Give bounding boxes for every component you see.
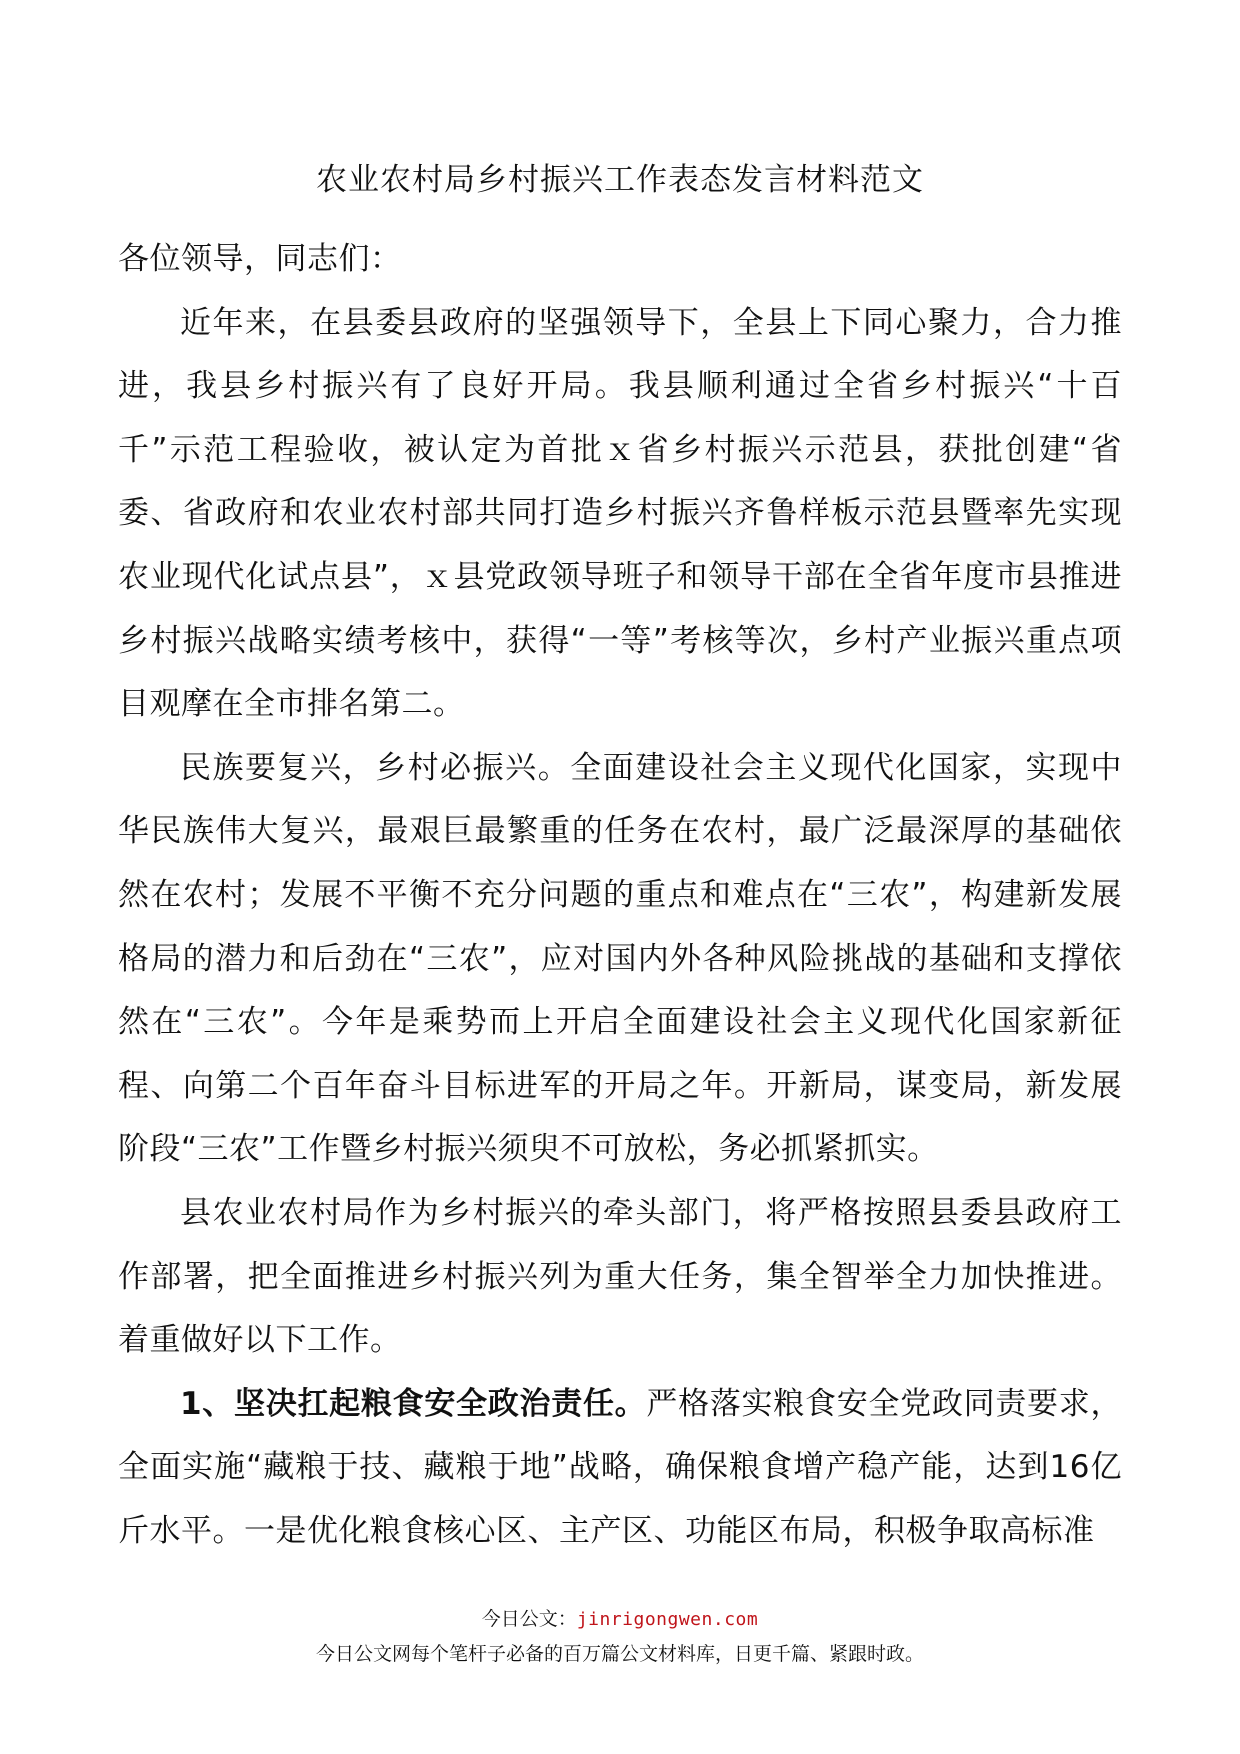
paragraph-bureau-commitment: 县农业农村局作为乡村振兴的牵头部门，将严格按照县委县政府工作部署，把全面推进乡村振兴列为重大任务，集全智举全力加快推进。着重做好以下工作。 bbox=[118, 1194, 1122, 1359]
footer-site-label: 今日公文： bbox=[481, 1608, 577, 1630]
paragraph-item-1 bbox=[118, 1373, 1122, 1564]
item-1-text: 严格落实粮食安全党政同责要求，全面实施“藏粮于技、藏粮于地”战略，确保粮食增产稳产能，达到16亿斤水平。一是优化粮食核心区、主产区、功能区布局，积极争取高标准 bbox=[118, 1385, 1122, 1549]
document-body bbox=[118, 228, 1122, 1563]
footer-site-line bbox=[0, 1602, 1240, 1637]
paragraph-revitalization-importance: 民族要复兴，乡村必振兴。全面建设社会主义现代化国家，实现中华民族伟大复兴，最艰巨最繁重的任务在农村，最广泛最深厚的基础依然在农村；发展不平衡不充分问题的重点和难点在“三农”，构建新发展格局的潜力和后劲在“三农”，应对国内外各种风险挑战的基础和支撑依然在“三农”。今年是乘势而上开启全面建设社会主义现代化国家新征程、向第二个百年奋斗目标进军的开局之年。开新局，谋变局，新发展阶段“三农”工作暨乡村振兴须臾不可放松，务必抓紧抓实。 bbox=[118, 749, 1122, 1168]
paragraph-achievements: 近年来，在县委县政府的坚强领导下，全县上下同心聚力，合力推进，我县乡村振兴有了良好开局。我县顺利通过全省乡村振兴“十百千”示范工程验收，被认定为首批ｘ省乡村振兴示范县，获批创建“省委、省政府和农业农村部共同打造乡村振兴齐鲁样板示范县暨率先实现农业现代化试点县”，ｘ县党政领导班子和领导干部在全省年度市县推进乡村振兴战略实绩考核中，获得“一等”考核等次，乡村产业振兴重点项目观摩在全市排名第二。 bbox=[118, 304, 1122, 723]
salutation: 各位领导，同志们： bbox=[118, 241, 402, 277]
footer-slogan: 今日公文网每个笔杆子必备的百万篇公文材料库，日更千篇、紧跟时政。 bbox=[315, 1643, 924, 1665]
document-title: 农业农村局乡村振兴工作表态发言材料范文 bbox=[316, 162, 924, 198]
page-footer bbox=[0, 1602, 1240, 1671]
footer-site-link[interactable]: jinrigongwen.com bbox=[576, 1609, 759, 1630]
item-1-heading: 1、坚决扛起粮食安全政治责任。 bbox=[180, 1385, 647, 1422]
